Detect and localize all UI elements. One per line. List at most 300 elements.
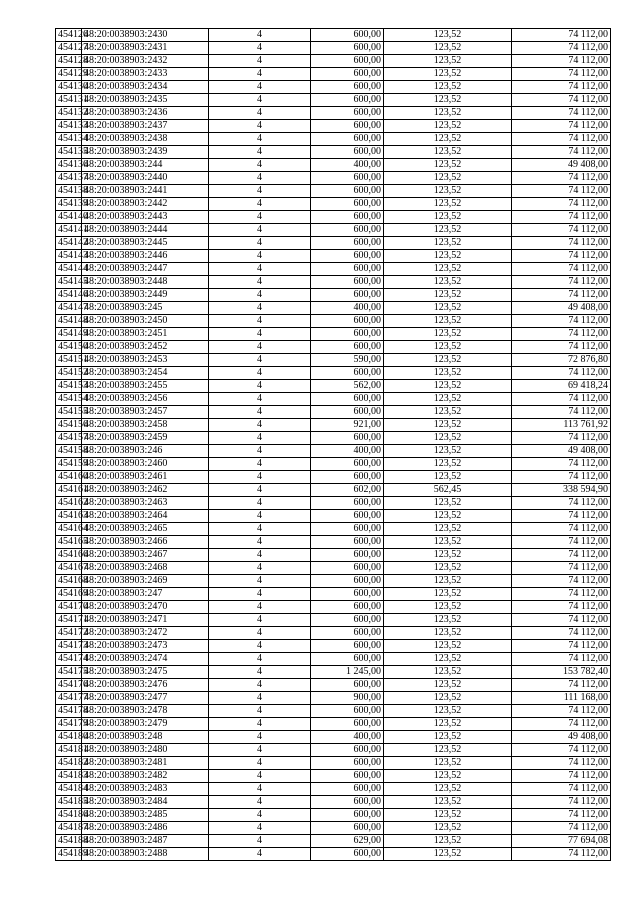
table-row — [56, 172, 611, 185]
area-cell: 600,00 — [311, 42, 384, 55]
unit-value-cell: 123,52 — [384, 315, 512, 328]
cadastral-number-cell: 48:20:0038903:2443 — [82, 211, 209, 224]
unit-value-cell: 123,52 — [384, 263, 512, 276]
row-number-cell: 454177 — [56, 692, 82, 705]
cadastral-value-cell: 74 112,00 — [512, 276, 611, 289]
cadastral-value-cell: 74 112,00 — [512, 406, 611, 419]
area-cell: 600,00 — [311, 406, 384, 419]
group-cell: 4 — [209, 822, 311, 835]
row-number-cell: 454151 — [56, 354, 82, 367]
cadastral-value-cell: 111 168,00 — [512, 692, 611, 705]
table-row — [56, 705, 611, 718]
group-cell: 4 — [209, 549, 311, 562]
unit-value-cell: 123,52 — [384, 354, 512, 367]
group-cell: 4 — [209, 198, 311, 211]
cadastral-value-cell: 49 408,00 — [512, 731, 611, 744]
cadastral-value-cell: 74 112,00 — [512, 809, 611, 822]
cadastral-value-cell: 74 112,00 — [512, 458, 611, 471]
cadastral-value-cell: 74 112,00 — [512, 198, 611, 211]
table-row — [56, 575, 611, 588]
row-number-cell: 454133 — [56, 120, 82, 133]
group-cell: 4 — [209, 770, 311, 783]
group-cell: 4 — [209, 159, 311, 172]
cadastral-value-cell: 74 112,00 — [512, 848, 611, 861]
table-row — [56, 237, 611, 250]
area-cell: 600,00 — [311, 705, 384, 718]
cadastral-value-cell: 113 761,92 — [512, 419, 611, 432]
cadastral-value-cell: 74 112,00 — [512, 562, 611, 575]
table-row — [56, 640, 611, 653]
unit-value-cell: 123,52 — [384, 393, 512, 406]
unit-value-cell: 123,52 — [384, 341, 512, 354]
cadastral-number-cell: 48:20:0038903:2486 — [82, 822, 209, 835]
area-cell: 600,00 — [311, 55, 384, 68]
row-number-cell: 454174 — [56, 653, 82, 666]
row-number-cell: 454155 — [56, 406, 82, 419]
table-row — [56, 523, 611, 536]
row-number-cell: 454181 — [56, 744, 82, 757]
cadastral-value-cell: 49 408,00 — [512, 445, 611, 458]
area-cell: 600,00 — [311, 614, 384, 627]
cadastral-value-cell: 74 112,00 — [512, 601, 611, 614]
unit-value-cell: 123,52 — [384, 133, 512, 146]
group-cell: 4 — [209, 627, 311, 640]
area-cell: 600,00 — [311, 250, 384, 263]
cadastral-number-cell: 48:20:0038903:2454 — [82, 367, 209, 380]
cadastral-number-cell: 48:20:0038903:2441 — [82, 185, 209, 198]
table-row — [56, 315, 611, 328]
unit-value-cell: 123,52 — [384, 198, 512, 211]
table-row — [56, 783, 611, 796]
area-cell: 600,00 — [311, 263, 384, 276]
row-number-cell: 454144 — [56, 263, 82, 276]
unit-value-cell: 123,52 — [384, 432, 512, 445]
group-cell: 4 — [209, 848, 311, 861]
cadastral-number-cell: 48:20:0038903:2451 — [82, 328, 209, 341]
area-cell: 400,00 — [311, 445, 384, 458]
unit-value-cell: 123,52 — [384, 367, 512, 380]
unit-value-cell: 123,52 — [384, 614, 512, 627]
table-row — [56, 744, 611, 757]
area-cell: 1 245,00 — [311, 666, 384, 679]
area-cell: 600,00 — [311, 809, 384, 822]
area-cell: 600,00 — [311, 211, 384, 224]
cadastral-number-cell: 48:20:0038903:2434 — [82, 81, 209, 94]
cadastral-value-cell: 74 112,00 — [512, 523, 611, 536]
group-cell: 4 — [209, 42, 311, 55]
area-cell: 600,00 — [311, 185, 384, 198]
unit-value-cell: 123,52 — [384, 627, 512, 640]
unit-value-cell: 123,52 — [384, 458, 512, 471]
cadastral-value-cell: 74 112,00 — [512, 328, 611, 341]
unit-value-cell: 123,52 — [384, 757, 512, 770]
group-cell: 4 — [209, 146, 311, 159]
group-cell: 4 — [209, 653, 311, 666]
cadastral-value-cell: 74 112,00 — [512, 367, 611, 380]
group-cell: 4 — [209, 783, 311, 796]
row-number-cell: 454165 — [56, 536, 82, 549]
row-number-cell: 454160 — [56, 471, 82, 484]
unit-value-cell: 123,52 — [384, 679, 512, 692]
cadastral-value-cell: 74 112,00 — [512, 770, 611, 783]
cadastral-value-cell: 74 112,00 — [512, 120, 611, 133]
row-number-cell: 454146 — [56, 289, 82, 302]
unit-value-cell: 123,52 — [384, 185, 512, 198]
cadastral-number-cell: 48:20:0038903:2466 — [82, 536, 209, 549]
cadastral-number-cell: 48:20:0038903:2480 — [82, 744, 209, 757]
unit-value-cell: 123,52 — [384, 302, 512, 315]
group-cell: 4 — [209, 536, 311, 549]
table-row — [56, 484, 611, 497]
unit-value-cell: 123,52 — [384, 705, 512, 718]
cadastral-number-cell: 48:20:0038903:2467 — [82, 549, 209, 562]
cadastral-number-cell: 48:20:0038903:2472 — [82, 627, 209, 640]
unit-value-cell: 123,52 — [384, 224, 512, 237]
row-number-cell: 454178 — [56, 705, 82, 718]
group-cell: 4 — [209, 705, 311, 718]
cadastral-value-cell: 74 112,00 — [512, 393, 611, 406]
group-cell: 4 — [209, 497, 311, 510]
table-row — [56, 848, 611, 861]
table-row — [56, 666, 611, 679]
unit-value-cell: 123,52 — [384, 835, 512, 848]
table-row — [56, 614, 611, 627]
row-number-cell: 454148 — [56, 315, 82, 328]
cadastral-number-cell: 48:20:0038903:2481 — [82, 757, 209, 770]
area-cell: 400,00 — [311, 302, 384, 315]
group-cell: 4 — [209, 835, 311, 848]
group-cell: 4 — [209, 107, 311, 120]
unit-value-cell: 123,52 — [384, 523, 512, 536]
cadastral-value-cell: 74 112,00 — [512, 68, 611, 81]
row-number-cell: 454142 — [56, 237, 82, 250]
group-cell: 4 — [209, 692, 311, 705]
group-cell: 4 — [209, 276, 311, 289]
cadastral-number-cell: 48:20:0038903:2482 — [82, 770, 209, 783]
area-cell: 600,00 — [311, 575, 384, 588]
unit-value-cell: 123,52 — [384, 692, 512, 705]
cadastral-value-cell: 74 112,00 — [512, 341, 611, 354]
unit-value-cell: 123,52 — [384, 289, 512, 302]
row-number-cell: 454141 — [56, 224, 82, 237]
cadastral-number-cell: 48:20:0038903:2457 — [82, 406, 209, 419]
area-cell: 562,00 — [311, 380, 384, 393]
cadastral-value-cell: 74 112,00 — [512, 783, 611, 796]
unit-value-cell: 123,52 — [384, 406, 512, 419]
area-cell: 600,00 — [311, 289, 384, 302]
group-cell: 4 — [209, 315, 311, 328]
cadastral-number-cell: 48:20:0038903:244 — [82, 159, 209, 172]
cadastral-value-cell: 74 112,00 — [512, 42, 611, 55]
cadastral-value-cell: 74 112,00 — [512, 679, 611, 692]
row-number-cell: 454171 — [56, 614, 82, 627]
unit-value-cell: 123,52 — [384, 549, 512, 562]
table-row — [56, 302, 611, 315]
area-cell: 600,00 — [311, 783, 384, 796]
table-row — [56, 120, 611, 133]
table-row — [56, 458, 611, 471]
table-row — [56, 588, 611, 601]
cadastral-number-cell: 48:20:0038903:2484 — [82, 796, 209, 809]
group-cell: 4 — [209, 133, 311, 146]
unit-value-cell: 123,52 — [384, 159, 512, 172]
row-number-cell: 454154 — [56, 393, 82, 406]
group-cell: 4 — [209, 757, 311, 770]
row-number-cell: 454147 — [56, 302, 82, 315]
area-cell: 600,00 — [311, 107, 384, 120]
table-row — [56, 185, 611, 198]
area-cell: 600,00 — [311, 146, 384, 159]
row-number-cell: 454185 — [56, 796, 82, 809]
row-number-cell: 454127 — [56, 42, 82, 55]
group-cell: 4 — [209, 458, 311, 471]
cadastral-value-cell: 153 782,40 — [512, 666, 611, 679]
cadastral-number-cell: 48:20:0038903:2471 — [82, 614, 209, 627]
cadastral-number-cell: 48:20:0038903:2478 — [82, 705, 209, 718]
row-number-cell: 454183 — [56, 770, 82, 783]
table-row — [56, 341, 611, 354]
cadastral-number-cell: 48:20:0038903:2446 — [82, 250, 209, 263]
group-cell: 4 — [209, 224, 311, 237]
area-cell: 602,00 — [311, 484, 384, 497]
table-row — [56, 627, 611, 640]
unit-value-cell: 123,52 — [384, 653, 512, 666]
area-cell: 600,00 — [311, 627, 384, 640]
area-cell: 600,00 — [311, 224, 384, 237]
table-row — [56, 263, 611, 276]
row-number-cell: 454176 — [56, 679, 82, 692]
group-cell: 4 — [209, 380, 311, 393]
area-cell: 600,00 — [311, 588, 384, 601]
row-number-cell: 454173 — [56, 640, 82, 653]
cadastral-number-cell: 48:20:0038903:2479 — [82, 718, 209, 731]
table-row — [56, 250, 611, 263]
cadastral-value-cell: 49 408,00 — [512, 302, 611, 315]
table-row — [56, 380, 611, 393]
row-number-cell: 454186 — [56, 809, 82, 822]
unit-value-cell: 123,52 — [384, 55, 512, 68]
table-row — [56, 367, 611, 380]
row-number-cell: 454135 — [56, 146, 82, 159]
row-number-cell: 454189 — [56, 848, 82, 861]
area-cell: 600,00 — [311, 341, 384, 354]
unit-value-cell: 123,52 — [384, 809, 512, 822]
cadastral-number-cell: 48:20:0038903:2469 — [82, 575, 209, 588]
unit-value-cell: 123,52 — [384, 172, 512, 185]
cadastral-value-cell: 74 112,00 — [512, 614, 611, 627]
area-cell: 600,00 — [311, 172, 384, 185]
cadastral-value-cell: 74 112,00 — [512, 471, 611, 484]
cadastral-value-cell: 74 112,00 — [512, 172, 611, 185]
group-cell: 4 — [209, 471, 311, 484]
cadastral-value-cell: 74 112,00 — [512, 185, 611, 198]
cadastral-value-cell: 74 112,00 — [512, 627, 611, 640]
area-cell: 600,00 — [311, 198, 384, 211]
row-number-cell: 454184 — [56, 783, 82, 796]
table-row — [56, 289, 611, 302]
group-cell: 4 — [209, 172, 311, 185]
group-cell: 4 — [209, 250, 311, 263]
row-number-cell: 454180 — [56, 731, 82, 744]
cadastral-number-cell: 48:20:0038903:2432 — [82, 55, 209, 68]
table-row — [56, 692, 611, 705]
unit-value-cell: 123,52 — [384, 744, 512, 757]
cadastral-number-cell: 48:20:0038903:2456 — [82, 393, 209, 406]
group-cell: 4 — [209, 432, 311, 445]
row-number-cell: 454158 — [56, 445, 82, 458]
area-cell: 600,00 — [311, 744, 384, 757]
cadastral-number-cell: 48:20:0038903:2455 — [82, 380, 209, 393]
cadastral-value-cell: 74 112,00 — [512, 263, 611, 276]
unit-value-cell: 123,52 — [384, 640, 512, 653]
cadastral-number-cell: 48:20:0038903:2485 — [82, 809, 209, 822]
unit-value-cell: 123,52 — [384, 107, 512, 120]
cadastral-number-cell: 48:20:0038903:2453 — [82, 354, 209, 367]
cadastral-number-cell: 48:20:0038903:2459 — [82, 432, 209, 445]
unit-value-cell: 123,52 — [384, 328, 512, 341]
table-row — [56, 471, 611, 484]
table-row — [56, 822, 611, 835]
cadastral-number-cell: 48:20:0038903:2464 — [82, 510, 209, 523]
cadastral-value-cell: 74 112,00 — [512, 211, 611, 224]
group-cell: 4 — [209, 237, 311, 250]
row-number-cell: 454166 — [56, 549, 82, 562]
cadastral-value-cell: 74 112,00 — [512, 497, 611, 510]
group-cell: 4 — [209, 419, 311, 432]
area-cell: 900,00 — [311, 692, 384, 705]
unit-value-cell: 123,52 — [384, 536, 512, 549]
unit-value-cell: 123,52 — [384, 718, 512, 731]
table-row — [56, 835, 611, 848]
unit-value-cell: 123,52 — [384, 731, 512, 744]
cadastral-number-cell: 48:20:0038903:2439 — [82, 146, 209, 159]
table-row — [56, 133, 611, 146]
group-cell: 4 — [209, 120, 311, 133]
cadastral-value-cell: 74 112,00 — [512, 432, 611, 445]
cadastral-value-cell: 74 112,00 — [512, 94, 611, 107]
row-number-cell: 454188 — [56, 835, 82, 848]
table-row — [56, 419, 611, 432]
area-cell: 600,00 — [311, 770, 384, 783]
row-number-cell: 454136 — [56, 159, 82, 172]
cadastral-number-cell: 48:20:0038903:246 — [82, 445, 209, 458]
area-cell: 600,00 — [311, 81, 384, 94]
row-number-cell: 454152 — [56, 367, 82, 380]
cadastral-number-cell: 48:20:0038903:2468 — [82, 562, 209, 575]
row-number-cell: 454140 — [56, 211, 82, 224]
area-cell: 400,00 — [311, 159, 384, 172]
unit-value-cell: 562,45 — [384, 484, 512, 497]
area-cell: 629,00 — [311, 835, 384, 848]
group-cell: 4 — [209, 289, 311, 302]
unit-value-cell: 123,52 — [384, 94, 512, 107]
area-cell: 600,00 — [311, 718, 384, 731]
area-cell: 921,00 — [311, 419, 384, 432]
cadastral-value-cell: 74 112,00 — [512, 575, 611, 588]
area-cell: 600,00 — [311, 601, 384, 614]
row-number-cell: 454159 — [56, 458, 82, 471]
table-row — [56, 497, 611, 510]
cadastral-number-cell: 48:20:0038903:248 — [82, 731, 209, 744]
row-number-cell: 454187 — [56, 822, 82, 835]
cadastral-value-cell: 74 112,00 — [512, 744, 611, 757]
group-cell: 4 — [209, 55, 311, 68]
table-row — [56, 29, 611, 42]
cadastral-number-cell: 48:20:0038903:2437 — [82, 120, 209, 133]
area-cell: 600,00 — [311, 536, 384, 549]
area-cell: 600,00 — [311, 796, 384, 809]
row-number-cell: 454131 — [56, 94, 82, 107]
unit-value-cell: 123,52 — [384, 120, 512, 133]
group-cell: 4 — [209, 341, 311, 354]
cadastral-value-cell: 74 112,00 — [512, 796, 611, 809]
area-cell: 600,00 — [311, 653, 384, 666]
area-cell: 600,00 — [311, 549, 384, 562]
cadastral-number-cell: 48:20:0038903:2463 — [82, 497, 209, 510]
area-cell: 600,00 — [311, 133, 384, 146]
table-row — [56, 562, 611, 575]
cadastral-number-cell: 48:20:0038903:2450 — [82, 315, 209, 328]
cadastral-value-cell: 338 594,90 — [512, 484, 611, 497]
area-cell: 600,00 — [311, 510, 384, 523]
group-cell: 4 — [209, 484, 311, 497]
row-number-cell: 454169 — [56, 588, 82, 601]
cadastral-value-cell: 77 694,08 — [512, 835, 611, 848]
table-row — [56, 42, 611, 55]
unit-value-cell: 123,52 — [384, 68, 512, 81]
area-cell: 600,00 — [311, 68, 384, 81]
cadastral-value-cell: 74 112,00 — [512, 536, 611, 549]
cadastral-value-cell: 74 112,00 — [512, 81, 611, 94]
group-cell: 4 — [209, 302, 311, 315]
cadastral-value-cell: 74 112,00 — [512, 315, 611, 328]
cadastral-number-cell: 48:20:0038903:2445 — [82, 237, 209, 250]
row-number-cell: 454175 — [56, 666, 82, 679]
table-row — [56, 68, 611, 81]
group-cell: 4 — [209, 367, 311, 380]
cadastral-number-cell: 48:20:0038903:2488 — [82, 848, 209, 861]
group-cell: 4 — [209, 185, 311, 198]
area-cell: 600,00 — [311, 393, 384, 406]
row-number-cell: 454168 — [56, 575, 82, 588]
area-cell: 600,00 — [311, 497, 384, 510]
unit-value-cell: 123,52 — [384, 250, 512, 263]
unit-value-cell: 123,52 — [384, 562, 512, 575]
table-row — [56, 809, 611, 822]
table-row — [56, 81, 611, 94]
row-number-cell: 454172 — [56, 627, 82, 640]
row-number-cell: 454182 — [56, 757, 82, 770]
unit-value-cell: 123,52 — [384, 601, 512, 614]
group-cell: 4 — [209, 510, 311, 523]
area-cell: 600,00 — [311, 237, 384, 250]
row-number-cell: 454137 — [56, 172, 82, 185]
cadastral-number-cell: 48:20:0038903:2474 — [82, 653, 209, 666]
table-row — [56, 796, 611, 809]
cadastral-number-cell: 48:20:0038903:2458 — [82, 419, 209, 432]
group-cell: 4 — [209, 809, 311, 822]
table-row — [56, 94, 611, 107]
table-row — [56, 536, 611, 549]
cadastral-number-cell: 48:20:0038903:2444 — [82, 224, 209, 237]
row-number-cell: 454161 — [56, 484, 82, 497]
area-cell: 400,00 — [311, 731, 384, 744]
row-number-cell: 454153 — [56, 380, 82, 393]
table-row — [56, 679, 611, 692]
cadastral-number-cell: 48:20:0038903:2442 — [82, 198, 209, 211]
unit-value-cell: 123,52 — [384, 29, 512, 42]
area-cell: 600,00 — [311, 562, 384, 575]
